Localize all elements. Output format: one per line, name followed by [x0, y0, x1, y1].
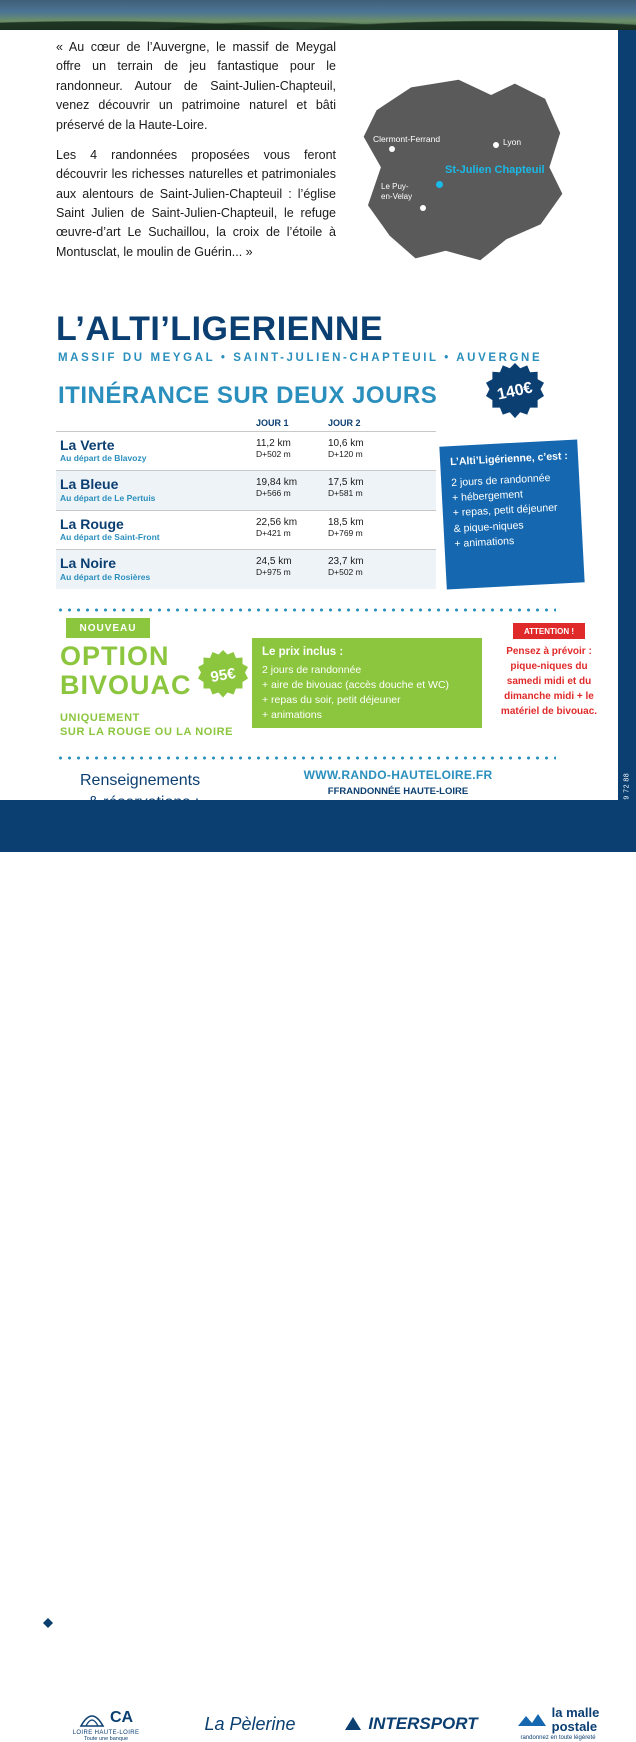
logo-malle-main: la malle [551, 1705, 600, 1720]
logo-la-malle-postale[interactable] [498, 1706, 618, 1741]
bivouac-title-line1: OPTION [60, 641, 170, 671]
agglo-icon [394, 1620, 422, 1636]
page-subtitle: MASSIF DU MEYGAL • SAINT-JULIEN-CHAPTEUIL • AUVERGNE [58, 352, 543, 364]
footer-divider [350, 1608, 351, 1644]
footer-divider [505, 1608, 506, 1644]
route-day2-denivele: D+120 m [328, 449, 363, 459]
logo-malle-sub: postale [551, 1718, 598, 1734]
list-item: + repas, petit déjeuner [452, 502, 558, 520]
table-header-row [56, 418, 436, 431]
map-dot-clermont [389, 146, 395, 152]
price-badge-140-label: 140€ [495, 379, 535, 404]
page-title: L’ALTI’LIGERIENNE [56, 310, 384, 348]
bivouac-subtitle-line2: SUR LA ROUGE OU LA NOIRE [60, 726, 234, 739]
logo-agglo-sub: en VELAY [426, 1635, 468, 1645]
map-dot-lepuy [420, 205, 426, 211]
logo-mezenc-3: Meygal [555, 1632, 588, 1644]
nouveau-badge: NOUVEAU [66, 618, 150, 638]
logo-la-pelerine[interactable] [180, 1714, 320, 1735]
route-day1-denivele: D+502 m [256, 449, 291, 459]
logo-agglo-main: le PUY [426, 1620, 468, 1635]
organisation-name: FFRANDONNÉE HAUTE-LOIRE [327, 786, 469, 797]
route-day2-denivele: D+502 m [328, 567, 363, 578]
route-depart: Au départ de Blavozy [60, 453, 147, 464]
list-item: + hébergement [451, 488, 524, 505]
routes-table [56, 418, 436, 589]
list-item: + aire de bivouac (accès douche et WC) [262, 678, 450, 691]
logo-mezenc-1: Mézenc [555, 1608, 596, 1620]
list-item: & pique-niques [453, 519, 524, 535]
logo-ca-sub2: Toute une banque [83, 1736, 129, 1742]
price-badge-140 [486, 363, 544, 421]
malle-postale-icon [517, 1712, 547, 1728]
table-row [56, 470, 436, 509]
logo-haute-loire-sub: LE DÉPARTEMENT [63, 1626, 148, 1635]
itinerance-title: ITINÉRANCE SUR DEUX JOURS [58, 382, 438, 409]
logo-credit-agricole[interactable] [46, 1708, 166, 1742]
logo-ca-main: CA [109, 1709, 134, 1726]
route-depart: Au départ de Saint-Front [60, 532, 160, 543]
table-row [56, 431, 436, 470]
included-box [439, 439, 584, 589]
bivouac-title-line2: BIVOUAC [60, 670, 192, 701]
renseignements-line1: Renseignements [80, 772, 201, 789]
logo-haute-loire-main: Haute-Loire [63, 1610, 141, 1626]
map-label-clermont: Clermont-Ferrand [373, 134, 441, 144]
route-day1-km: 22,56 km [256, 516, 298, 528]
price-badge-95-label: 95€ [209, 664, 237, 686]
logo-agglo-le-puy[interactable] [366, 1610, 496, 1645]
route-day1-denivele: D+421 m [256, 527, 291, 538]
dotted-divider-top [56, 608, 556, 612]
bivouac-included-panel [252, 638, 482, 728]
route-day2-km: 17,5 km [328, 477, 364, 489]
intro-paragraph-2: Les 4 randonnées proposées vous feront découvrir les richesses naturelles et patrimoniales aux alentours de Saint-Julien-Chapteuil : l’église Saint Julien de Saint-Julien-Chapteuil, le refuge œuvre-d’art Le Suchaillou, la croix de l’étoile à Montusclat, le moulin de Guérin... » [56, 147, 336, 259]
list-item: 2 jours de randonnée [262, 664, 362, 676]
logo-la-region[interactable] [190, 1612, 340, 1638]
route-day1-km: 11,2 km [256, 438, 291, 449]
attention-text: Pensez à prévoir : pique-niques du samedi midi et du dimanche midi + le matériel de bivouac. [500, 646, 598, 717]
route-day1-denivele: D+975 m [256, 567, 291, 578]
table-row [56, 549, 436, 588]
logo-la-region-main: La Région [208, 1612, 277, 1628]
route-day1-km: 24,5 km [256, 556, 292, 568]
logo-ca-sub: LOIRE HAUTE-LOIRE [72, 1730, 140, 1736]
route-day1-denivele: D+566 m [256, 488, 291, 499]
mountain-icon [529, 1615, 551, 1637]
list-item: + animations [454, 534, 515, 550]
route-day2-km: 23,7 km [328, 556, 364, 568]
table-header-name [56, 418, 256, 428]
price-badge-95 [198, 650, 248, 700]
map-label-lepuy-line2: en-Velay [381, 192, 413, 201]
bivouac-title [60, 642, 192, 700]
logo-intersport[interactable] [336, 1714, 486, 1734]
list-item: + animations [262, 708, 322, 721]
region-icon [303, 1616, 321, 1634]
logo-pelerine-label: La Pèlerine [204, 1714, 296, 1734]
footer-divider [175, 1608, 176, 1644]
bivouac-panel-list [262, 663, 472, 723]
route-name: La Verte [60, 437, 115, 453]
route-depart: Au départ de Le Pertuis [60, 492, 156, 503]
logo-malle-tagline: randonnez en toute légèreté [520, 1735, 596, 1742]
route-name: La Noire [60, 555, 117, 572]
logo-haute-loire[interactable] [38, 1610, 168, 1635]
logo-mezenc-2: Loire [555, 1620, 578, 1632]
table-header-day2: JOUR 2 [328, 418, 361, 428]
bivouac-subtitle-line1: UNIQUEMENT [60, 712, 140, 724]
route-name: La Rouge [60, 515, 124, 532]
route-day1-km: 19,84 km [256, 477, 298, 489]
included-box-title: L’Alti’Ligérienne, c’est : [449, 450, 569, 469]
intro-text-block [56, 38, 336, 273]
map-label-saint-julien: St-Julien Chapteuil [445, 164, 545, 176]
shield-icon [38, 1612, 58, 1634]
map-label-lyon: Lyon [503, 137, 522, 147]
table-header-day1: JOUR 1 [256, 418, 289, 428]
website-link[interactable]: WWW.RANDO-HAUTELOIRE.FR [303, 768, 493, 782]
route-name: La Bleue [60, 476, 119, 493]
header-photo-banner [0, 0, 636, 30]
list-item: + repas du soir, petit déjeuner [262, 693, 401, 706]
route-day2-km: 10,6 km [328, 438, 364, 449]
credit-agricole-icon [79, 1708, 105, 1728]
credit-sidebar [618, 30, 636, 800]
included-box-list [451, 470, 573, 552]
footer-partners-primary [0, 800, 636, 1645]
route-day2-denivele: D+769 m [328, 527, 363, 538]
logo-mezenc-loire-meygal[interactable] [512, 1608, 612, 1644]
logo-agglo-pre: Agglo [426, 1610, 450, 1620]
bivouac-panel-title: Le prix inclus : [262, 646, 344, 658]
map-dot-saint-julien [436, 181, 443, 188]
intersport-icon [344, 1716, 362, 1732]
dotted-divider-bottom [56, 756, 556, 760]
region-map [345, 38, 577, 288]
bivouac-subtitle [60, 711, 233, 740]
list-item: 2 jours de randonnée [450, 471, 551, 490]
table-row [56, 510, 436, 549]
intro-paragraph-1: « Au cœur de l’Auvergne, le massif de Meygal offre un terrain de jeu fantastique pour le randonneur. Autour de Saint-Julien-Chapteuil, venez découvrir un patrimoine naturel et bâti préservé de la Haute-Loire. [56, 40, 336, 132]
main-content [0, 30, 636, 800]
map-dot-lyon [493, 142, 499, 148]
route-day2-km: 18,5 km [328, 516, 364, 528]
map-label-lepuy-line1: Le Puy- [381, 182, 409, 191]
logo-la-region-sub: Auvergne-Rhône-Alpes [208, 1628, 298, 1638]
logo-intersport-label: INTERSPORT [368, 1714, 478, 1733]
attention-badge: ATTENTION ! [513, 623, 585, 639]
route-day2-denivele: D+581 m [328, 488, 363, 499]
route-depart: Au départ de Rosières [60, 571, 151, 582]
